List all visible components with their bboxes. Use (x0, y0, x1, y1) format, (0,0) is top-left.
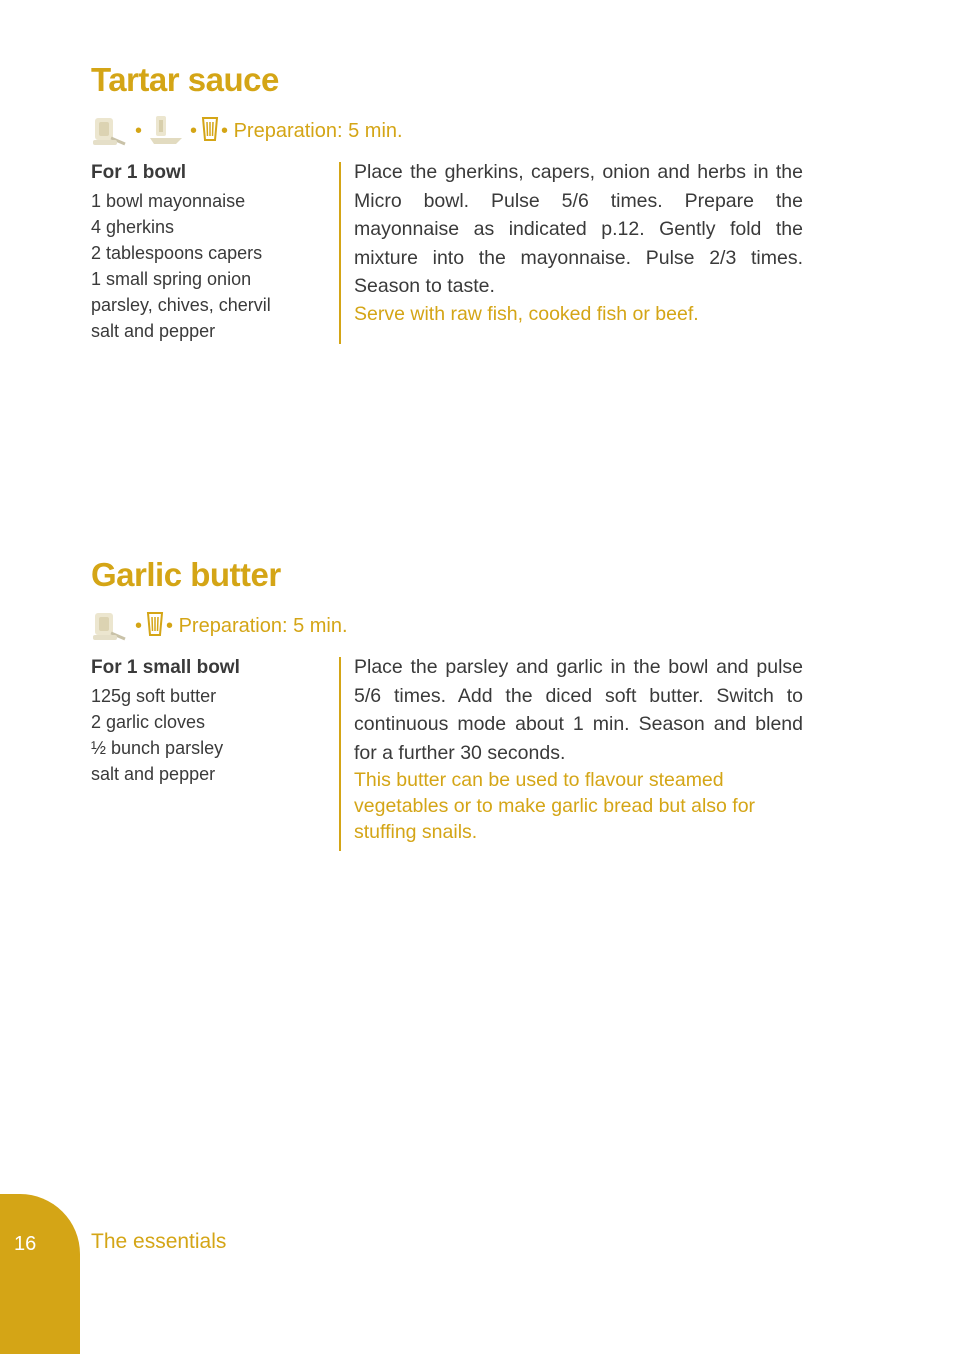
serves-label: For 1 bowl (91, 162, 186, 183)
column-divider (339, 162, 341, 344)
method-text (354, 653, 803, 851)
recipe-tartar-sauce (91, 58, 803, 344)
ingredient-item: parsley, chives, chervil (91, 295, 271, 315)
separator: • (190, 119, 198, 142)
method-text (354, 158, 803, 344)
recipe-garlic-butter (91, 553, 803, 851)
page-number-tab (0, 1194, 80, 1354)
ingredient-item: 2 tablespoons capers (91, 243, 263, 263)
recipe-meta (91, 609, 803, 643)
page-number: 16 (14, 1233, 37, 1255)
preparation-time: • Preparation: 5 min. (221, 119, 403, 142)
ingredient-item: salt and pepper (91, 321, 216, 341)
separator: • (135, 614, 143, 637)
ingredient-item: 4 gherkins (91, 217, 175, 237)
section-name: The essentials (91, 1230, 227, 1253)
recipe-meta (91, 114, 803, 148)
recipe-body (91, 158, 803, 344)
recipe-body (91, 653, 803, 851)
column-divider (339, 657, 341, 851)
ingredient-item: salt and pepper (91, 764, 216, 784)
ingredients-list (91, 653, 339, 851)
ingredient-item: ½ bunch parsley (91, 738, 224, 758)
ingredient-item: 1 small spring onion (91, 269, 252, 289)
ingredient-item: 1 bowl mayonnaise (91, 191, 246, 211)
ingredients-list (91, 158, 339, 344)
preparation-time: • Preparation: 5 min. (166, 614, 348, 637)
recipe-title: Garlic butter (91, 556, 281, 593)
serves-label: For 1 small bowl (91, 657, 240, 678)
difficulty-level-icon (146, 611, 164, 637)
difficulty-level-icon (201, 116, 219, 142)
method-paragraph: Place the gherkins, capers, onion and herbs in the Micro bowl. Pulse 5/6 times. Prepare the mayonnaise as indicated p.12. Gently fold the mixture into the mayonnaise. Pulse 2/3 times. Season to taste. (354, 161, 803, 297)
ingredient-item: 125g soft butter (91, 686, 217, 706)
separator: • (135, 119, 143, 142)
ingredient-item: 2 garlic cloves (91, 712, 206, 732)
method-paragraph: Place the parsley and garlic in the bowl and pulse 5/6 times. Add the diced soft butter. Switch to continuous mode about 1 min. Season and blend for a further 30 seconds. (354, 656, 803, 764)
micro-bowl-icon (91, 114, 131, 148)
recipe-title: Tartar sauce (91, 61, 279, 98)
serving-tip: Serve with raw fish, cooked fish or beef. (354, 302, 699, 325)
micro-bowl-icon (91, 609, 131, 643)
serving-tip: This butter can be used to flavour steamed vegetables or to make garlic bread but also for stuffing snails. (354, 769, 756, 843)
blade-icon (146, 114, 186, 148)
